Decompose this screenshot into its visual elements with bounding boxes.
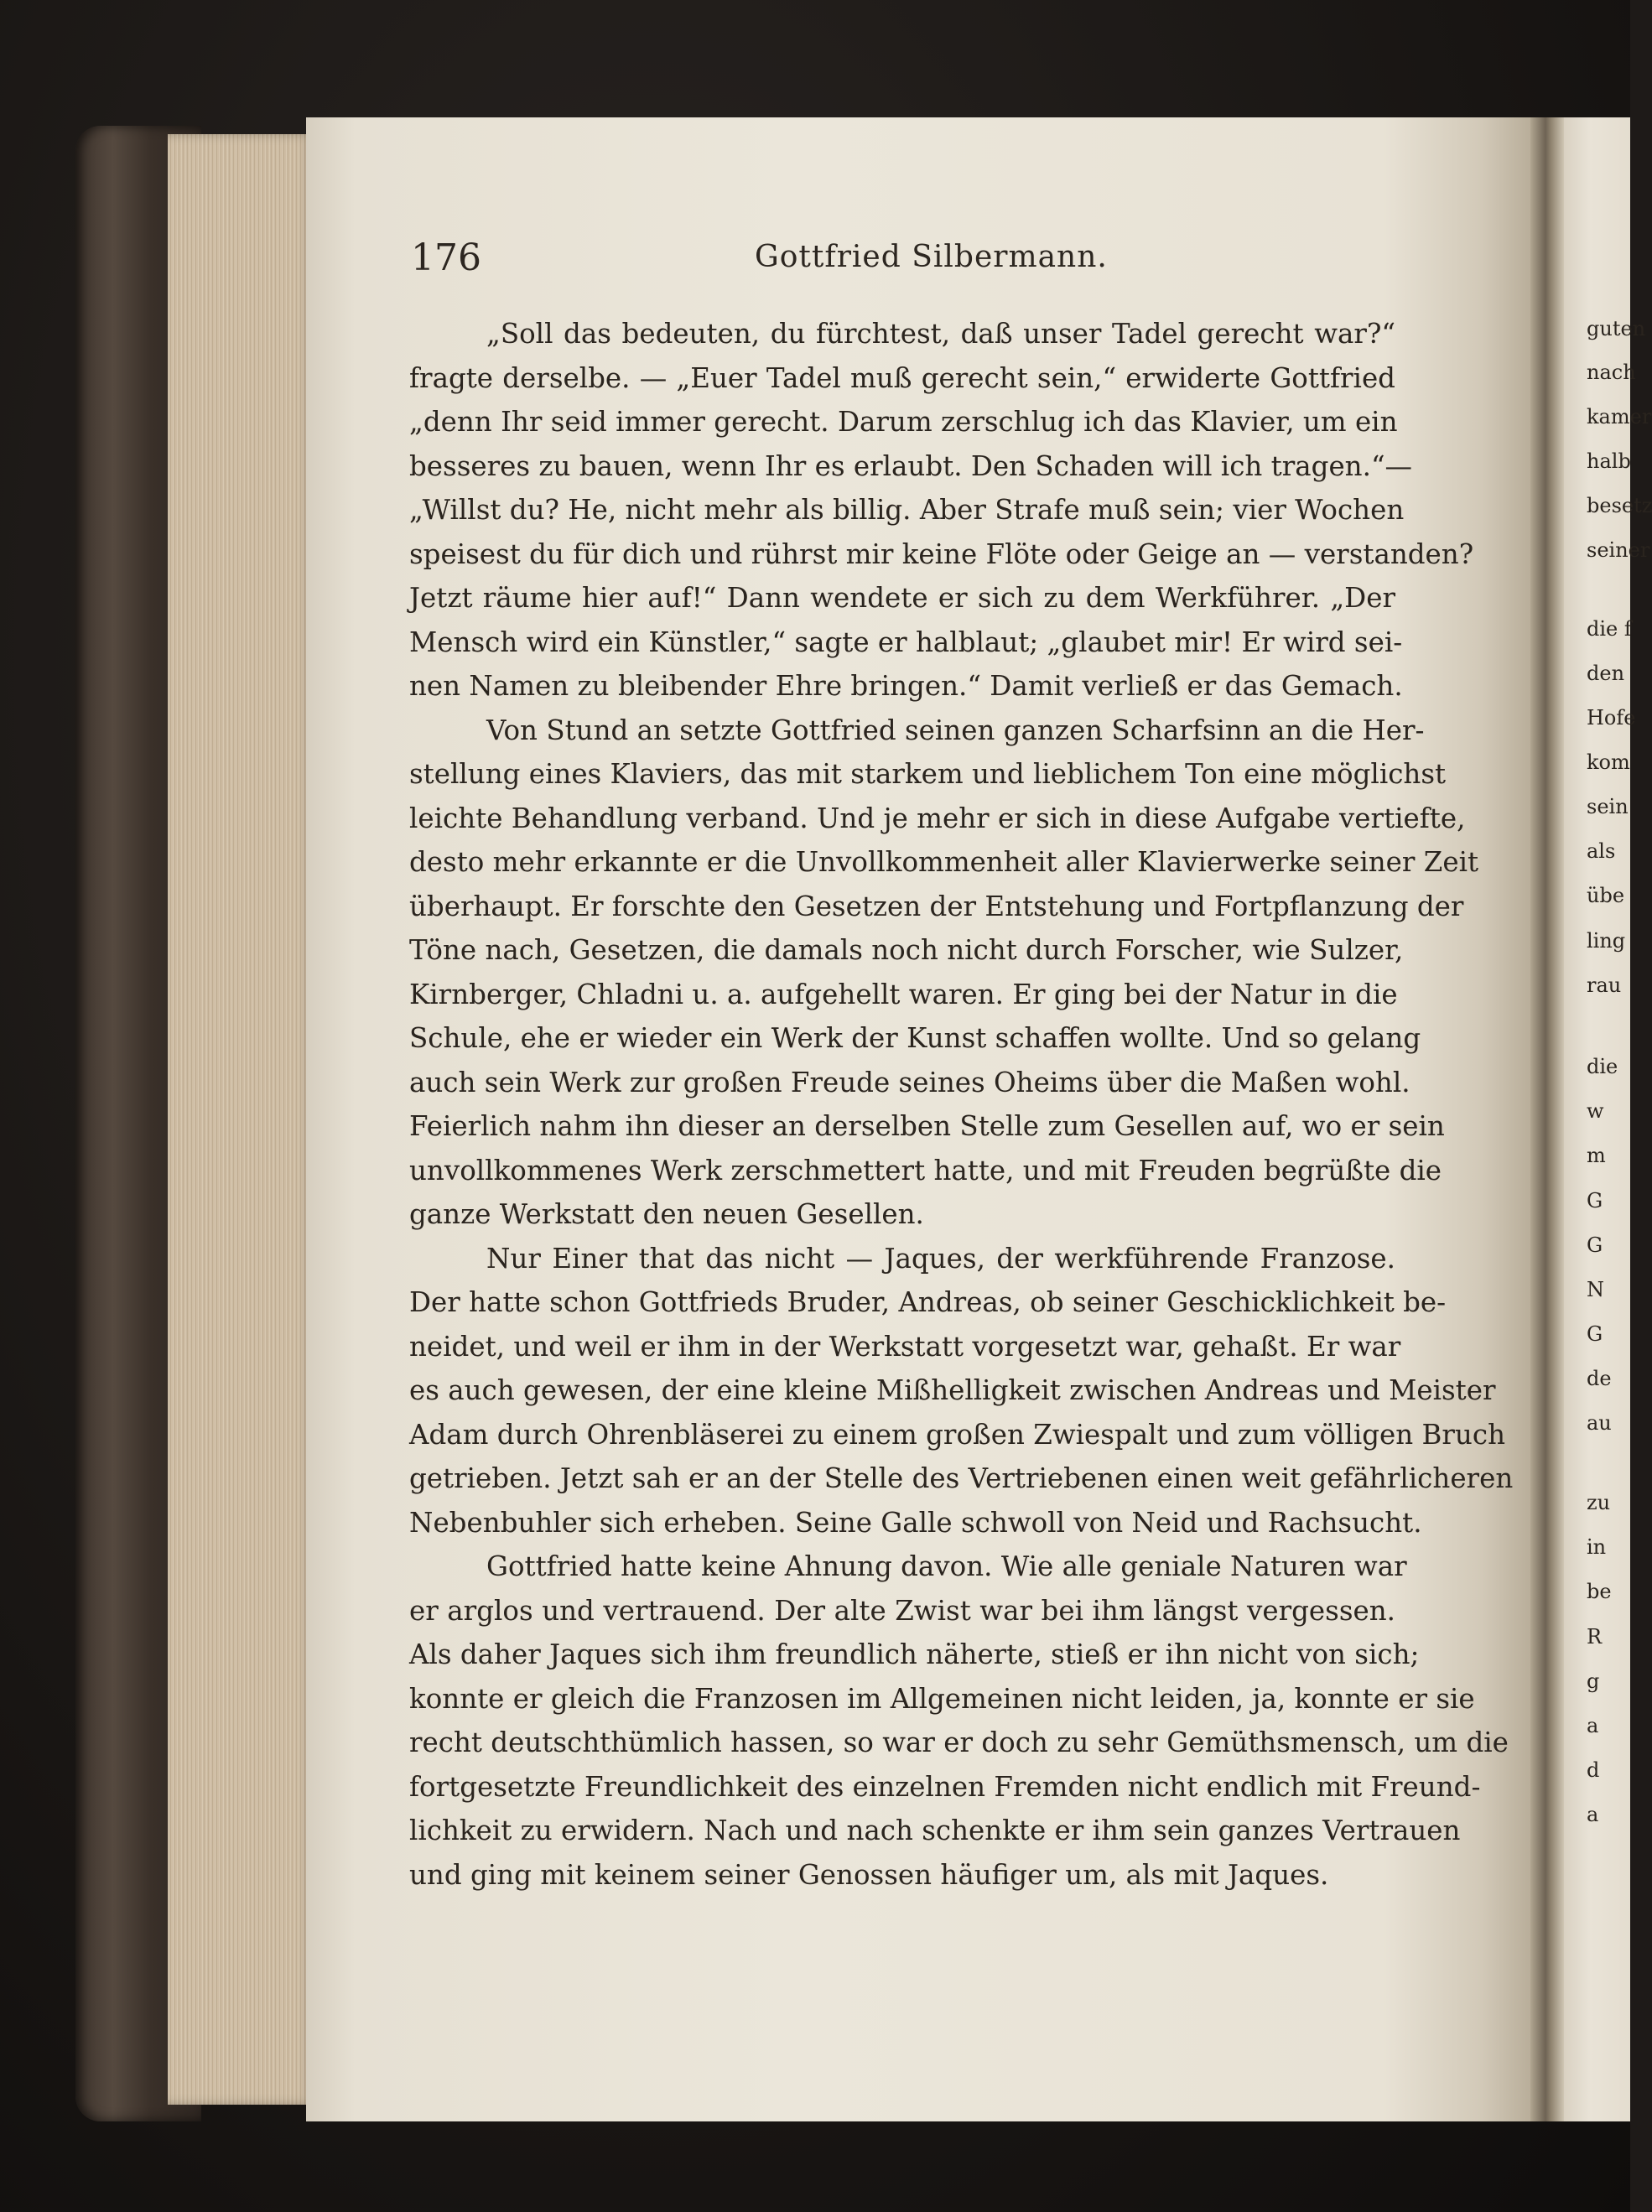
margin-word-fragment: G	[1587, 1322, 1603, 1346]
text-line: Schule, ehe er wieder ein Werk der Kunst schaffen wollte. Und so gelang	[409, 1022, 1421, 1054]
page-stack-edge	[168, 134, 314, 2105]
text-line: „denn Ihr seid immer gerecht. Darum zerschlug ich das Klavier, um ein	[409, 406, 1398, 438]
text-line: Nur Einer that das nicht — Jaques, der werkführende Franzose.	[486, 1242, 1395, 1275]
text-line: stellung eines Klaviers, das mit starkem und lieblichem Ton eine möglichst	[409, 758, 1447, 790]
margin-word-fragment: a	[1587, 1714, 1599, 1737]
margin-word-fragment: N	[1587, 1278, 1604, 1301]
text-line: recht deutschthümlich hassen, so war er doch zu sehr Gemüthsmensch, um die	[409, 1727, 1509, 1758]
text-line: Gottfried hatte keine Ahnung davon. Wie alle geniale Naturen war	[486, 1550, 1407, 1582]
text-line: fragte derselbe. — „Euer Tadel muß gerecht sein,“ erwiderte Gottfried	[409, 361, 1395, 394]
text-line: Der hatte schon Gottfrieds Bruder, Andreas, ob seiner Geschicklichkeit be-	[409, 1286, 1447, 1318]
text-line: Adam durch Ohrenbläserei zu einem großen Zwiespalt und zum völligen Bruch	[409, 1418, 1505, 1451]
margin-word-fragment: zu	[1587, 1491, 1611, 1514]
text-line: getrieben. Jetzt sah er an der Stelle des Vertriebenen einen weit gefährlicheren	[409, 1462, 1514, 1494]
margin-word-fragment: guten	[1587, 317, 1646, 340]
margin-word-fragment: besetz	[1587, 494, 1652, 517]
book-gutter	[1530, 117, 1564, 2121]
margin-word-fragment: den	[1587, 662, 1625, 685]
margin-word-fragment: in	[1587, 1535, 1607, 1559]
margin-word-fragment: halb	[1587, 449, 1631, 473]
margin-word-fragment: be	[1587, 1580, 1612, 1603]
margin-word-fragment: w	[1587, 1099, 1604, 1123]
text-line: lichkeit zu erwidern. Nach und nach schenkte er ihm sein ganzes Vertrauen	[409, 1815, 1461, 1846]
margin-word-fragment: R	[1587, 1625, 1603, 1649]
text-line: ganze Werkstatt den neuen Gesellen.	[409, 1198, 924, 1230]
margin-word-fragment: g	[1587, 1669, 1600, 1693]
margin-word-fragment: sein	[1587, 795, 1629, 818]
text-line: konnte er gleich die Franzosen im Allgemeinen nicht leiden, ja, konnte er sie	[409, 1682, 1475, 1715]
margin-word-fragment: rau	[1587, 974, 1622, 997]
margin-word-fragment: kom	[1587, 750, 1630, 774]
text-line: Mensch wird ein Künstler,“ sagte er halblaut; „glaubet mir! Er wird sei-	[409, 626, 1403, 658]
text-line: besseres zu bauen, wenn Ihr es erlaubt. Den Schaden will ich tragen.“—	[409, 449, 1413, 482]
margin-word-fragment: seiner	[1587, 538, 1650, 562]
text-line: desto mehr erkannte er die Unvollkommenheit aller Klavierwerke seiner Zeit	[409, 846, 1479, 878]
text-line: leichte Behandlung verband. Und je mehr er sich in diese Aufgabe vertiefte,	[409, 802, 1466, 834]
text-line: „Willst du? He, nicht mehr als billig. Aber Strafe muß sein; vier Wochen	[409, 494, 1405, 526]
text-line: nen Namen zu bleibender Ehre bringen.“ Damit verließ er das Gemach.	[409, 670, 1403, 702]
margin-word-fragment: die	[1587, 1055, 1618, 1078]
running-header	[411, 236, 1392, 295]
margin-word-fragment: d	[1587, 1758, 1600, 1782]
text-line: er arglos und vertrauend. Der alte Zwist war bei ihm längst vergessen.	[409, 1594, 1395, 1627]
text-line: unvollkommenes Werk zerschmettert hatte, und mit Freuden begrüßte die	[409, 1154, 1442, 1186]
text-line: fortgesetzte Freundlichkeit des einzelnen Fremden nicht endlich mit Freund-	[409, 1770, 1481, 1803]
text-line: Als daher Jaques sich ihm freundlich näherte, stieß er ihn nicht von sich;	[409, 1638, 1420, 1670]
margin-word-fragment: kamer	[1587, 405, 1652, 428]
text-line: Kirnberger, Chladni u. a. aufgehellt waren. Er ging bei der Natur in die	[409, 978, 1398, 1010]
margin-word-fragment: übe	[1587, 884, 1625, 907]
margin-word-fragment: G	[1587, 1233, 1603, 1257]
header-title: Gottfried Silbermann.	[755, 240, 1108, 274]
margin-word-fragment: m	[1587, 1144, 1606, 1167]
text-line: „Soll das bedeuten, du fürchtest, daß unser Tadel gerecht war?“	[486, 318, 1395, 350]
text-line: neidet, und weil er ihm in der Werkstatt vorgesetzt war, gehaßt. Er war	[409, 1330, 1401, 1363]
body-text	[409, 312, 1514, 1897]
margin-word-fragment: Hofe	[1587, 706, 1636, 730]
margin-word-fragment: au	[1587, 1411, 1612, 1435]
text-line: Von Stund an setzte Gottfried seinen ganzen Scharfsinn an die Her-	[486, 714, 1425, 746]
margin-word-fragment: nach	[1587, 361, 1636, 384]
margin-word-fragment: G	[1587, 1189, 1603, 1212]
margin-word-fragment: de	[1587, 1367, 1612, 1390]
text-line: auch sein Werk zur großen Freude seines Oheims über die Maßen wohl.	[409, 1066, 1410, 1098]
text-line: es auch gewesen, der eine kleine Mißhelligkeit zwischen Andreas und Meister	[409, 1374, 1496, 1406]
text-line: und ging mit keinem seiner Genossen häufiger um, als mit Jaques.	[409, 1858, 1329, 1891]
text-line: Feierlich nahm ihn dieser an derselben Stelle zum Gesellen auf, wo er sein	[409, 1110, 1445, 1142]
margin-word-fragment: ling	[1587, 929, 1626, 953]
text-line: Nebenbuhler sich erheben. Seine Galle schwoll von Neid und Rachsucht.	[409, 1506, 1422, 1539]
text-line: speisest du für dich und rührst mir keine Flöte oder Geige an — verstanden?	[409, 537, 1474, 570]
page-number: 176	[411, 236, 481, 279]
margin-word-fragment: die f	[1587, 617, 1632, 641]
margin-word-fragment: a	[1587, 1803, 1599, 1826]
margin-word-fragment: als	[1587, 839, 1616, 863]
text-line: Jetzt räume hier auf!“ Dann wendete er sich zu dem Werkführer. „Der	[409, 582, 1395, 614]
text-line: überhaupt. Er forschte den Gesetzen der Entstehung und Fortpflanzung der	[409, 890, 1464, 922]
text-line: Töne nach, Gesetzen, die damals noch nicht durch Forscher, wie Sulzer,	[409, 934, 1404, 966]
